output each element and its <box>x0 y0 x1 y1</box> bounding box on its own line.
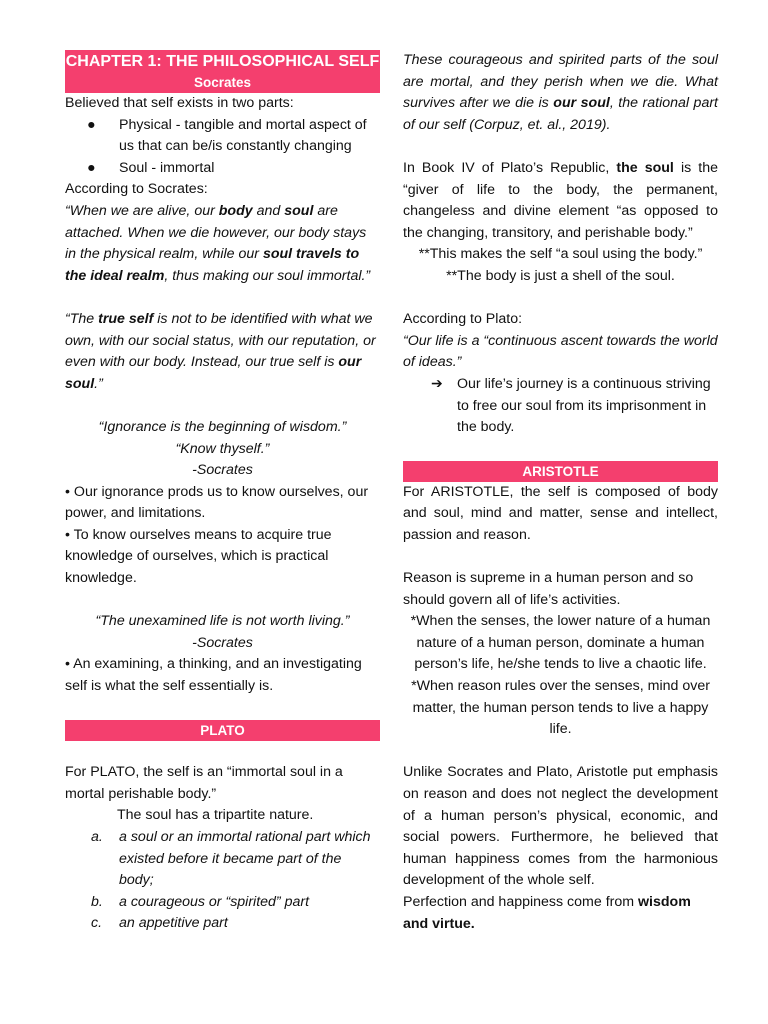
list-item: a. a soul or an immortal rational part which existed before it became part of the body; <box>91 829 371 889</box>
quote-attribution: -Socrates <box>192 462 253 479</box>
list-item: ● Physical - tangible and mortal aspect of us that can be/is constantly changing <box>87 116 367 155</box>
socrates-quote-body-soul: “When we are alive, our body and soul are attached. When we die however, our body stays in the physical realm, while our soul travels to the ideal realm, thus making our soul immortal.” <box>65 202 371 284</box>
aristotle-comparison: Unlike Socrates and Plato, Aristotle put emphasis on reason and does not neglect the development of a human person’s physical, economic, and social powers. Furthermore, he believed that human happiness comes from the harmonious development of the whole self. <box>403 764 718 889</box>
quote-know-thyself: “Know thyself.” <box>175 440 270 457</box>
senses-dominate-note: *When the senses, the lower nature of a human nature of a human person, dominate a human person’s life, he/she tends to live a chaotic life. <box>410 613 711 673</box>
point-ignorance: • Our ignorance prods us to know ourselves, our power, and limitations. <box>65 483 369 522</box>
note-soul-using-body: **This makes the self “a soul using the body.” <box>418 246 703 263</box>
point-examining-self: • An examining, a thinking, and an investigating self is what the self essentially is. <box>65 656 362 695</box>
left-column <box>65 50 380 935</box>
two-parts-list <box>65 115 380 180</box>
reason-supreme: Reason is supreme in a human person and so should govern all of life’s activities. <box>403 570 694 608</box>
plato-header: PLATO <box>65 720 380 741</box>
arrow-point: ➔ Our life’s journey is a continuous striving to free our soul from its imprisonment in the body. <box>431 375 711 436</box>
socrates-intro: Believed that self exists in two parts: <box>65 95 294 111</box>
tripartite-statement: The soul has a tripartite nature. <box>117 807 314 824</box>
list-item: b. a courageous or “spirited” part <box>91 893 310 910</box>
aristotle-header: ARISTOTLE <box>403 461 718 482</box>
plato-intro: For PLATO, the self is an “immortal soul in a mortal perishable body.” <box>65 764 343 802</box>
perfection-happiness: Perfection and happiness come from wisdom and virtue. <box>403 893 691 932</box>
plato-quote: “Our life is a “continuous ascent towards the world of ideas.” <box>403 332 718 371</box>
quote-unexamined-life: “The unexamined life is not worth living.” <box>95 613 350 630</box>
soul-parts-list <box>65 827 380 935</box>
republic-paragraph: In Book IV of Plato’s Republic, the soul is the “giver of life to the body, the permanent, changeless and divine element “as opposed to the changing, transitory, and perishable body.” <box>403 159 718 241</box>
according-socrates: According to Socrates: <box>65 181 208 198</box>
quote-attribution: -Socrates <box>192 634 253 651</box>
point-know-ourselves: • To know ourselves means to acquire true knowledge of ourselves, which is practical knowledge. <box>65 526 332 587</box>
chapter-title: CHAPTER 1: THE PHILOSOPHICAL SELF <box>65 50 380 72</box>
list-item: c. an appetitive part <box>91 915 228 932</box>
note-body-shell: **The body is just a shell of the soul. <box>446 267 675 284</box>
quote-ignorance: “Ignorance is the beginning of wisdom.” <box>98 418 347 435</box>
arrow-right-icon: ➔ <box>431 375 443 392</box>
right-column <box>403 50 718 935</box>
socrates-quote-true-self: “The true self is not to be identified with what we own, with our social status, with our reputation, or even with our body. Instead, our true self is our soul.” <box>65 310 376 392</box>
mortal-parts-paragraph: These courageous and spirited parts of the soul are mortal, and they perish when we die. What survives after we die is our soul, the rational part of our self (Corpuz, et. al., 2019). <box>403 52 718 133</box>
reason-rules-note: *When reason rules over the senses, mind over matter, the human person tends to live a happy life. <box>411 678 710 738</box>
aristotle-intro: For ARISTOTLE, the self is composed of body and soul, mind and matter, sense and intellect, passion and reason. <box>403 483 718 543</box>
socrates-header: Socrates <box>65 72 380 93</box>
list-item: ● Soul - immortal <box>87 159 215 176</box>
according-plato: According to Plato: <box>403 311 523 328</box>
